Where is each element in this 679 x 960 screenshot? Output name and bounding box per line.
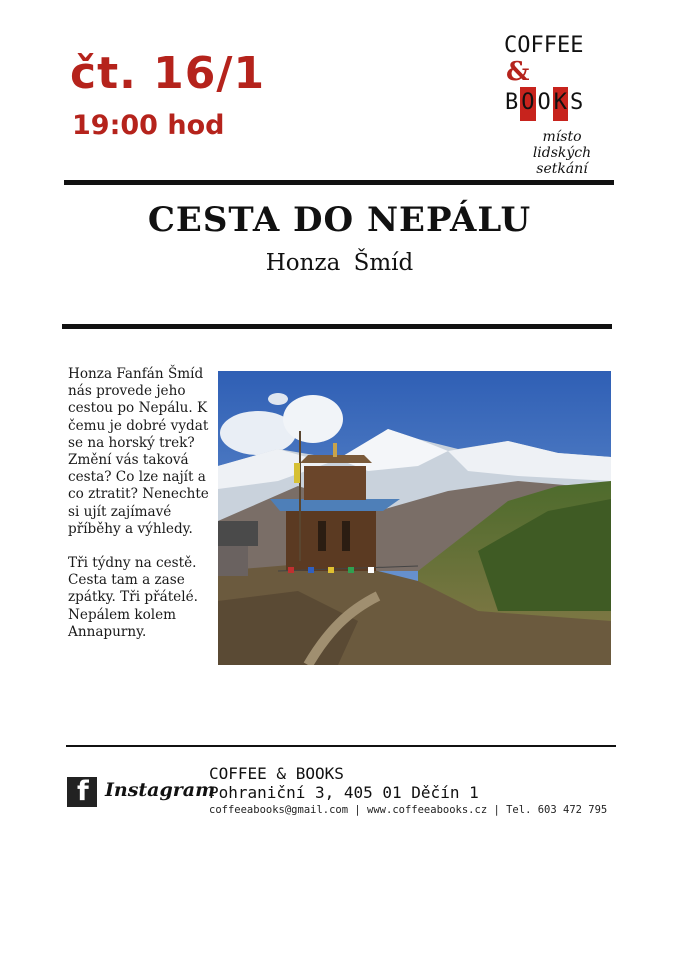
event-title: CESTA DO NEPÁLU bbox=[147, 200, 532, 240]
event-time: 19:00 hod bbox=[72, 110, 225, 141]
logo-letter: O bbox=[520, 87, 535, 121]
instagram-icon[interactable]: Instagram bbox=[105, 779, 216, 801]
venue-address: Pohraniční 3, 405 01 Děčín 1 bbox=[209, 783, 479, 802]
venue-contact: coffeeabooks@gmail.com | www.coffeeabooks.cz | Tel. 603 472 795 bbox=[209, 804, 608, 816]
logo-letter: B bbox=[505, 90, 519, 115]
middle-divider bbox=[62, 324, 612, 329]
top-divider bbox=[64, 180, 614, 185]
logo-books-text bbox=[504, 87, 584, 121]
logo-coffee-text: COFFEE bbox=[504, 33, 584, 58]
logo-tagline: místo lidských setkání bbox=[532, 129, 592, 177]
venue-name: COFFEE & BOOKS bbox=[209, 764, 344, 783]
event-speaker: Honza Šmíd bbox=[265, 250, 414, 276]
social-links bbox=[67, 776, 216, 810]
logo-letter: S bbox=[570, 90, 584, 115]
coffee-and-books-logo bbox=[500, 33, 620, 177]
description-paragraph: Honza Fanfán Šmíd nás provede jeho cestou po Nepálu. K čemu je dobré vydat se na horský trek? Změní vás taková cesta? Co lze najít a co ztratit? Nenechte si ujít zajímavé příběhy a výhledy. bbox=[68, 366, 209, 537]
facebook-icon[interactable]: f bbox=[67, 777, 97, 807]
logo-letter: O bbox=[537, 90, 551, 115]
event-description bbox=[68, 366, 216, 658]
logo-ampersand: & bbox=[506, 57, 530, 87]
footer-divider bbox=[66, 745, 616, 747]
event-date: čt. 16/1 bbox=[70, 48, 266, 99]
logo-letter: K bbox=[553, 87, 568, 121]
description-paragraph: Tři týdny na cestě. Cesta tam a zase zpátky. Tři přátelé. Nepálem kolem Annapurny. bbox=[68, 555, 198, 640]
nepal-mountain-photo bbox=[218, 371, 611, 665]
